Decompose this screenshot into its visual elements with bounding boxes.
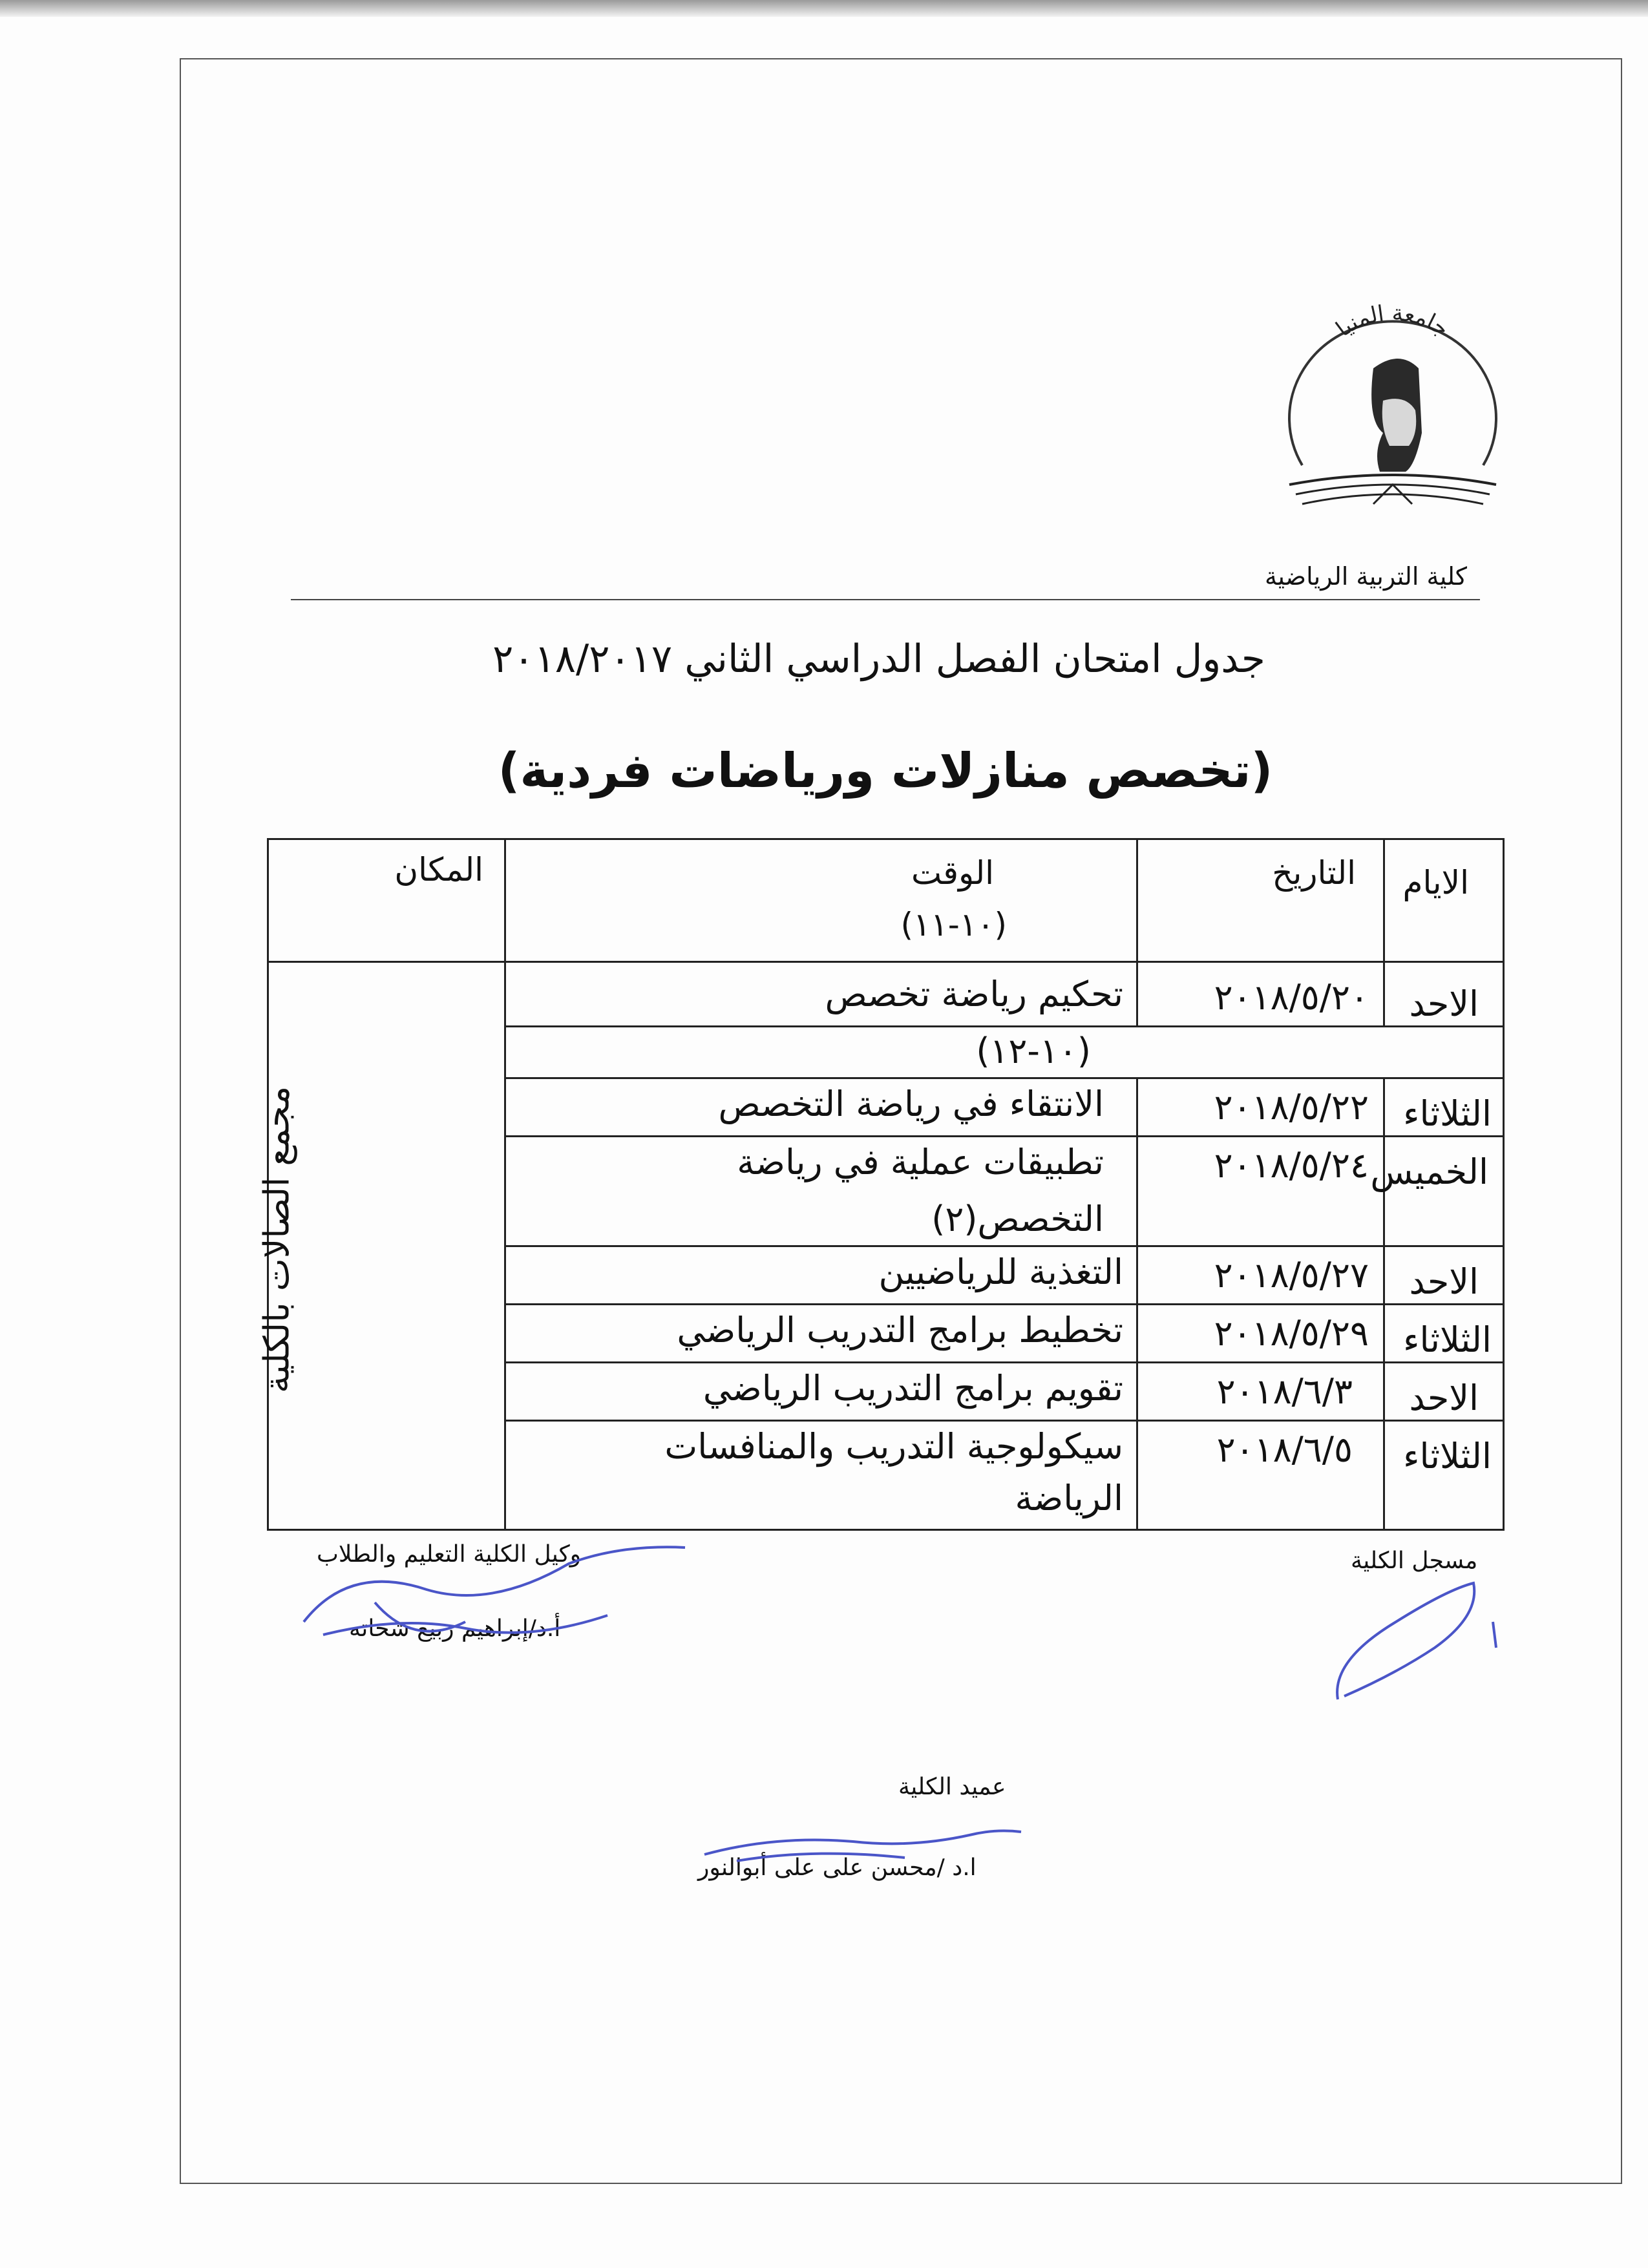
header-divider: [291, 599, 1480, 600]
registrar-title: مسجل الكلية: [1351, 1548, 1478, 1574]
row-5-date: ٢٠١٨/٥/٢٩: [1214, 1313, 1369, 1354]
row-5-day: الثلاثاء: [1403, 1319, 1492, 1360]
exam-place: مجمع الصالات بالكلية: [256, 1086, 297, 1394]
row-3-subject-line-2: التخصص(٢): [931, 1199, 1104, 1239]
row-7-date: ٢٠١٨/٦/٥: [1216, 1429, 1353, 1470]
row-4-date: ٢٠١٨/٥/٢٧: [1214, 1255, 1369, 1296]
vice-dean-name: أ.د/إبراهيم ربيع شحاته: [349, 1615, 561, 1642]
row-3-subject-line-1: تطبيقات عملية في رياضة: [737, 1142, 1104, 1182]
dean-name: ا.د /محسن على على أبوالنور: [698, 1854, 977, 1881]
row-6-date: ٢٠١٨/٦/٣: [1216, 1371, 1353, 1412]
row-6-day: الاحد: [1409, 1378, 1479, 1418]
row-7-day: الثلاثاء: [1403, 1436, 1492, 1476]
row-4-subject: التغذية للرياضيين: [878, 1252, 1123, 1292]
row-7-subject-line-2: الرياضة: [1015, 1478, 1123, 1518]
row-7-subject-line-1: سيكولوجية التدريب والمنافسات: [664, 1426, 1123, 1467]
row-5-subject: تخطيط برامج التدريب الرياضي: [677, 1310, 1123, 1350]
scan-top-band: [0, 0, 1648, 17]
header-date: التاريخ: [1272, 854, 1356, 892]
vice-dean-title: وكيل الكلية التعليم والطلاب: [317, 1541, 582, 1568]
exam-schedule-table: [256, 838, 1505, 1531]
page-title: جدول امتحان الفصل الدراسي الثاني ٢٠١٨/٢٠١٧: [492, 636, 1265, 682]
row-2-date: ٢٠١٨/٥/٢٢: [1214, 1087, 1369, 1128]
dean-signature: [698, 1809, 1034, 1880]
university-logo: [1276, 271, 1509, 523]
row-1-day: الاحد: [1409, 983, 1479, 1024]
faculty-name: كلية التربية الرياضية: [1264, 562, 1467, 591]
svg-text:جامعة المنيا: جامعة المنيا: [1331, 300, 1454, 342]
row-3-day: الخميس: [1370, 1151, 1488, 1192]
row-1-subject: تحكيم رياضة تخصص: [825, 974, 1123, 1014]
dean-title: عميد الكلية: [898, 1774, 1006, 1800]
row-6-subject: تقويم برامج التدريب الرياضي: [703, 1368, 1123, 1409]
header-days: الايام: [1402, 864, 1469, 901]
row-2-day: الثلاثاء: [1403, 1093, 1492, 1134]
time-range-2: (١٠-١٢): [976, 1031, 1091, 1071]
header-time-range: (١٠-١١): [900, 906, 1007, 943]
header-time: الوقت: [911, 854, 994, 892]
row-1-date: ٢٠١٨/٥/٢٠: [1214, 977, 1369, 1018]
header-place: المكان: [394, 851, 483, 888]
row-3-date: ٢٠١٨/٥/٢٤: [1214, 1145, 1369, 1186]
vice-dean-signature: [297, 1538, 698, 1680]
row-2-subject: الانتقاء في رياضة التخصص: [718, 1084, 1104, 1124]
registrar-signature: [1318, 1564, 1525, 1706]
page-subtitle: (تخصص منازلات ورياضات فردية): [498, 743, 1273, 799]
row-4-day: الاحد: [1409, 1261, 1479, 1302]
